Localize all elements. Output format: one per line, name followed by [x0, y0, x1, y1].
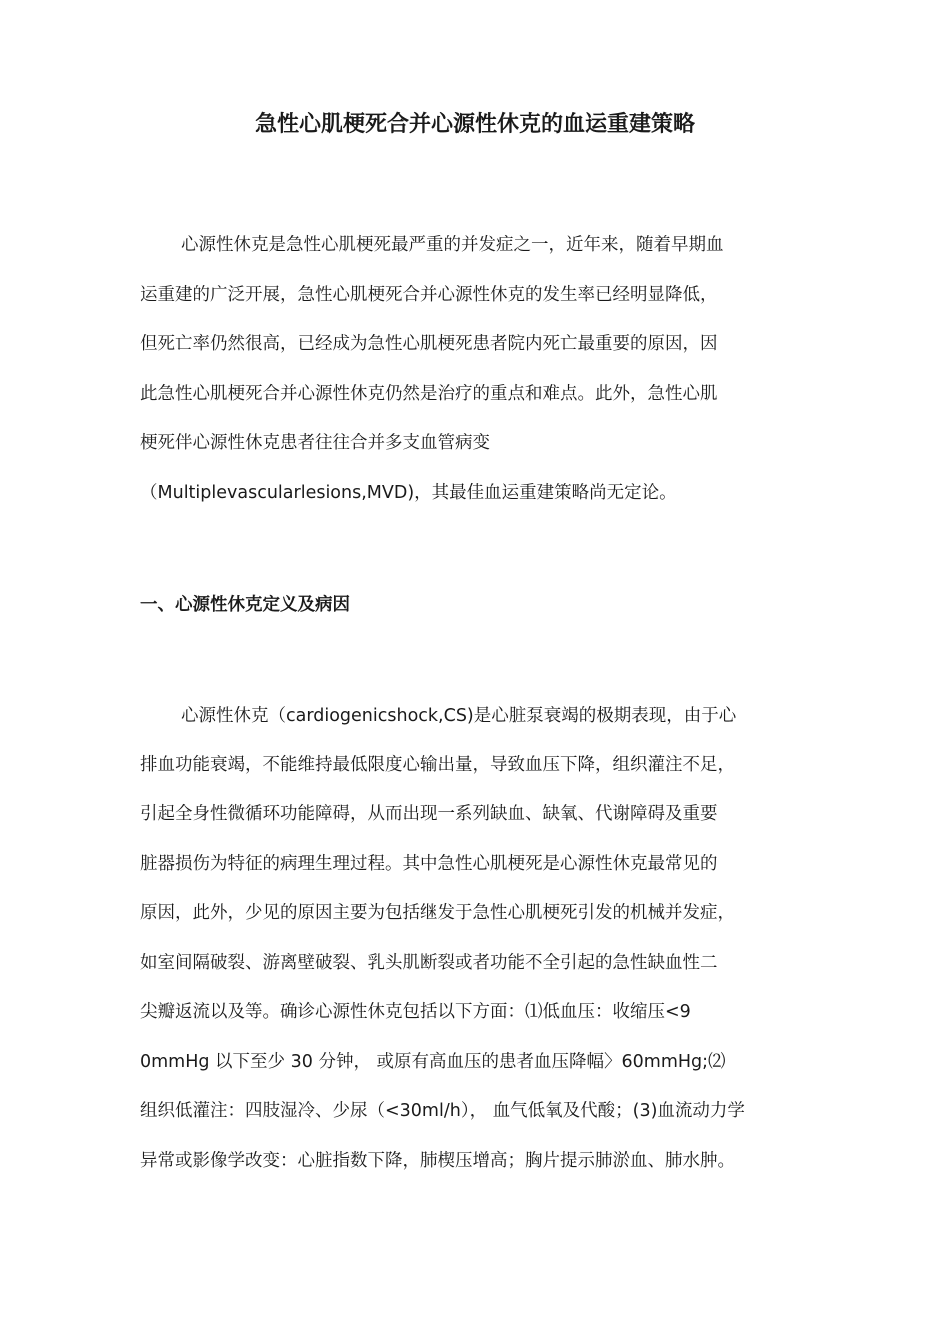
intro-line: 此急性心肌梗死合并心源性休克仍然是治疗的重点和难点。此外，急性心肌 — [140, 384, 718, 404]
intro-line: 运重建的广泛开展，急性心肌梗死合并心源性休克的发生率已经明显降低， — [140, 285, 718, 305]
intro-line: 心源性休克是急性心肌梗死最严重的并发症之一，近年来，随着早期血 — [181, 235, 724, 255]
section1-line: 如室间隔破裂、游离壁破裂、乳头肌断裂或者功能不全引起的急性缺血性二 — [140, 953, 718, 973]
section1-line: 0mmHg 以下至少 30 分钟， 或原有高血压的患者血压降幅〉60mmHg;⑵ — [140, 1052, 726, 1072]
section1-line: 脏器损伤为特征的病理生理过程。其中急性心肌梗死是心源性休克最常见的 — [140, 854, 718, 874]
intro-line: 梗死伴心源性休克患者往往合并多支血管病变 — [140, 433, 490, 453]
section1-line: 排血功能衰竭，不能维持最低限度心输出量，导致血压下降，组织灌注不足， — [140, 755, 735, 775]
section1-line: 组织低灌注：四肢湿冷、少尿（<30ml/h）， 血气低氧及代酸；(3)血流动力学 — [140, 1101, 745, 1121]
intro-line: （Multiplevascularlesions,MVD)，其最佳血运重建策略尚无定论。 — [140, 483, 677, 503]
document-title: 急性心肌梗死合并心源性休克的血运重建策略 — [254, 112, 695, 137]
section1-line: 原因，此外，少见的原因主要为包括继发于急性心肌梗死引发的机械并发症， — [140, 903, 735, 923]
intro-line: 但死亡率仍然很高，已经成为急性心肌梗死患者院内死亡最重要的原因，因 — [140, 334, 718, 354]
section-heading: 一、心源性休克定义及病因 — [140, 595, 350, 615]
section1-line: 异常或影像学改变：心脏指数下降，肺楔压增高；胸片提示肺淤血、肺水肿。 — [140, 1151, 735, 1171]
section1-line: 引起全身性微循环功能障碍，从而出现一系列缺血、缺氧、代谢障碍及重要 — [140, 804, 718, 824]
section1-line: 尖瓣返流以及等。确诊心源性休克包括以下方面：⑴低血压：收缩压<9 — [140, 1002, 691, 1022]
section1-line: 心源性休克（cardiogenicshock,CS)是心脏泵衰竭的极期表现，由于心 — [181, 706, 737, 726]
